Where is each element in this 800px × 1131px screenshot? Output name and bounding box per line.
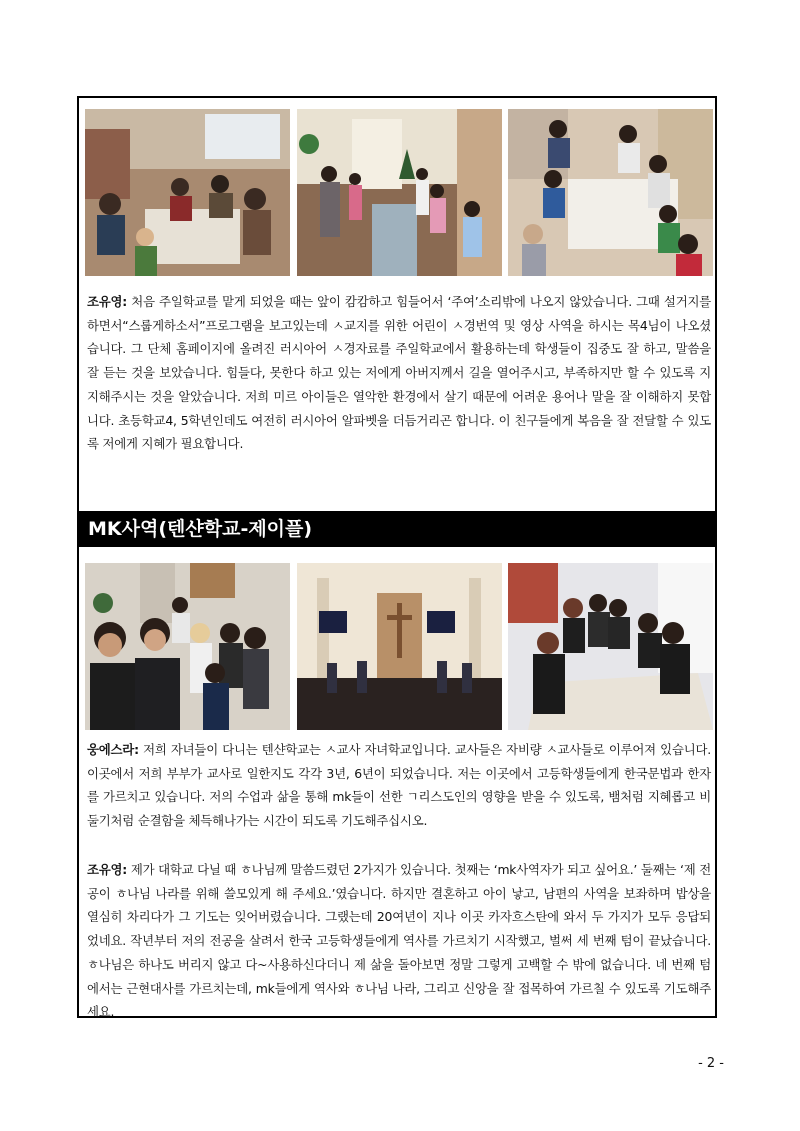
speaker-label: 조유영: — [87, 862, 128, 877]
newsletter-frame — [77, 96, 717, 1018]
section1-photo-row — [85, 109, 713, 276]
paragraph-text: 저희 자녀들이 다니는 텐샨학교는 ㅅ교사 자녀학교입니다. 교사들은 자비량 ㅅ교사들로 이루어져 있습니다. 이곳에서 저희 부부가 교사로 일한지도 각각 3년, 6년이 되었습니다. 저는 이곳에서 고등학생들에게 한국문법과 한자를 가르치고 있습니다. 저의 수업과 삶을 통해 mk들이 선한 ㄱ리스도인의 영향을 받을 수 있도록, 뱀처럼 지혜롭고 비둘기처럼 순결함을 체득해나가는 시간이 되도록 기도해주십시오. — [87, 742, 711, 829]
chapel-worship-photo — [297, 563, 502, 730]
section2-paragraph-2 — [87, 858, 711, 1024]
paragraph-text: 처음 주일학교를 맡게 되었을 때는 앞이 캄캄하고 힘들어서 ‘주여’소리밖에 나오지 않았습니다. 그때 설거지를 하면서“스룹게하소서”프로그램을 보고있는데 ㅅ교지를 위한 어린이 ㅅ경번역 및 영상 사역을 하시는 목4님이 나오셨습니다. 그 단체 홈페이지에 올려진 러시아어 ㅅ경자료를 주일학교에서 활용하는데 학생들이 집중도 잘 하고, 말씀을 잘 듣는 것을 보았습니다. 힘들다, 못한다 하고 있는 저에게 아버지께서 길을 열어주시고, 부족하지만 할 수 있도록 지지해주시는 것을 알았습니다. 저희 미르 아이들은 열악한 환경에서 살기 때문에 어려운 용어나 말을 잘 이해하지 못합니다. 초등학교4, 5학년인데도 여전히 러시아어 알파벳을 더듬거리곤 합니다. 이 친구들에게 복음을 잘 전달할 수 있도록 저에게 지혜가 필요합니다. — [87, 294, 711, 452]
paragraph-text: 제가 대학교 다닐 때 ㅎ나님께 말씀드렸던 2가지가 있습니다. 첫째는 ‘mk사역자가 되고 싶어요.’ 둘째는 ‘제 전공이 ㅎ나님 나라를 위해 쓸모있게 해 주세요.’였습니다. 하지만 결혼하고 아이 낳고, 남편의 사역을 보좌하며 밥상을 열심히 차리다가 그 기도는 잊어버렸습니다. 그랬는데 20여년이 지나 이곳 카자흐스탄에 와서 두 가지가 모두 응답되었네요. 작년부터 저의 전공을 살려서 한국 고등학생들에게 역사를 가르치기 시작했고, 벌써 세 번째 텀이 끝났습니다. ㅎ나님은 하나도 버리지 않고 다~사용하신다더니 제 삶을 돌아보면 정말 그렇게 고백할 수 밖에 없습니다. 네 번째 텀에서는 근현대사를 가르치는데, mk들에게 역사와 ㅎ나님 나라, 그리고 신앙을 잘 접목하여 가르칠 수 있도록 기도해주세요. — [87, 862, 711, 1020]
section-title-bar: MK사역(텐샨학교-제이플) — [79, 511, 715, 547]
family-dinner-photo — [85, 109, 290, 276]
speaker-label: 웅에스라: — [87, 742, 139, 757]
section2-photo-row — [85, 563, 713, 730]
students-table-photo — [508, 563, 713, 730]
children-singing-photo — [297, 109, 502, 276]
page-number: - 2 - — [698, 1056, 724, 1071]
students-selfie-photo — [85, 563, 290, 730]
section1-paragraph — [87, 290, 711, 456]
children-drawing-photo — [508, 109, 713, 276]
speaker-label: 조유영: — [87, 294, 128, 309]
section2-paragraph-1 — [87, 738, 711, 833]
